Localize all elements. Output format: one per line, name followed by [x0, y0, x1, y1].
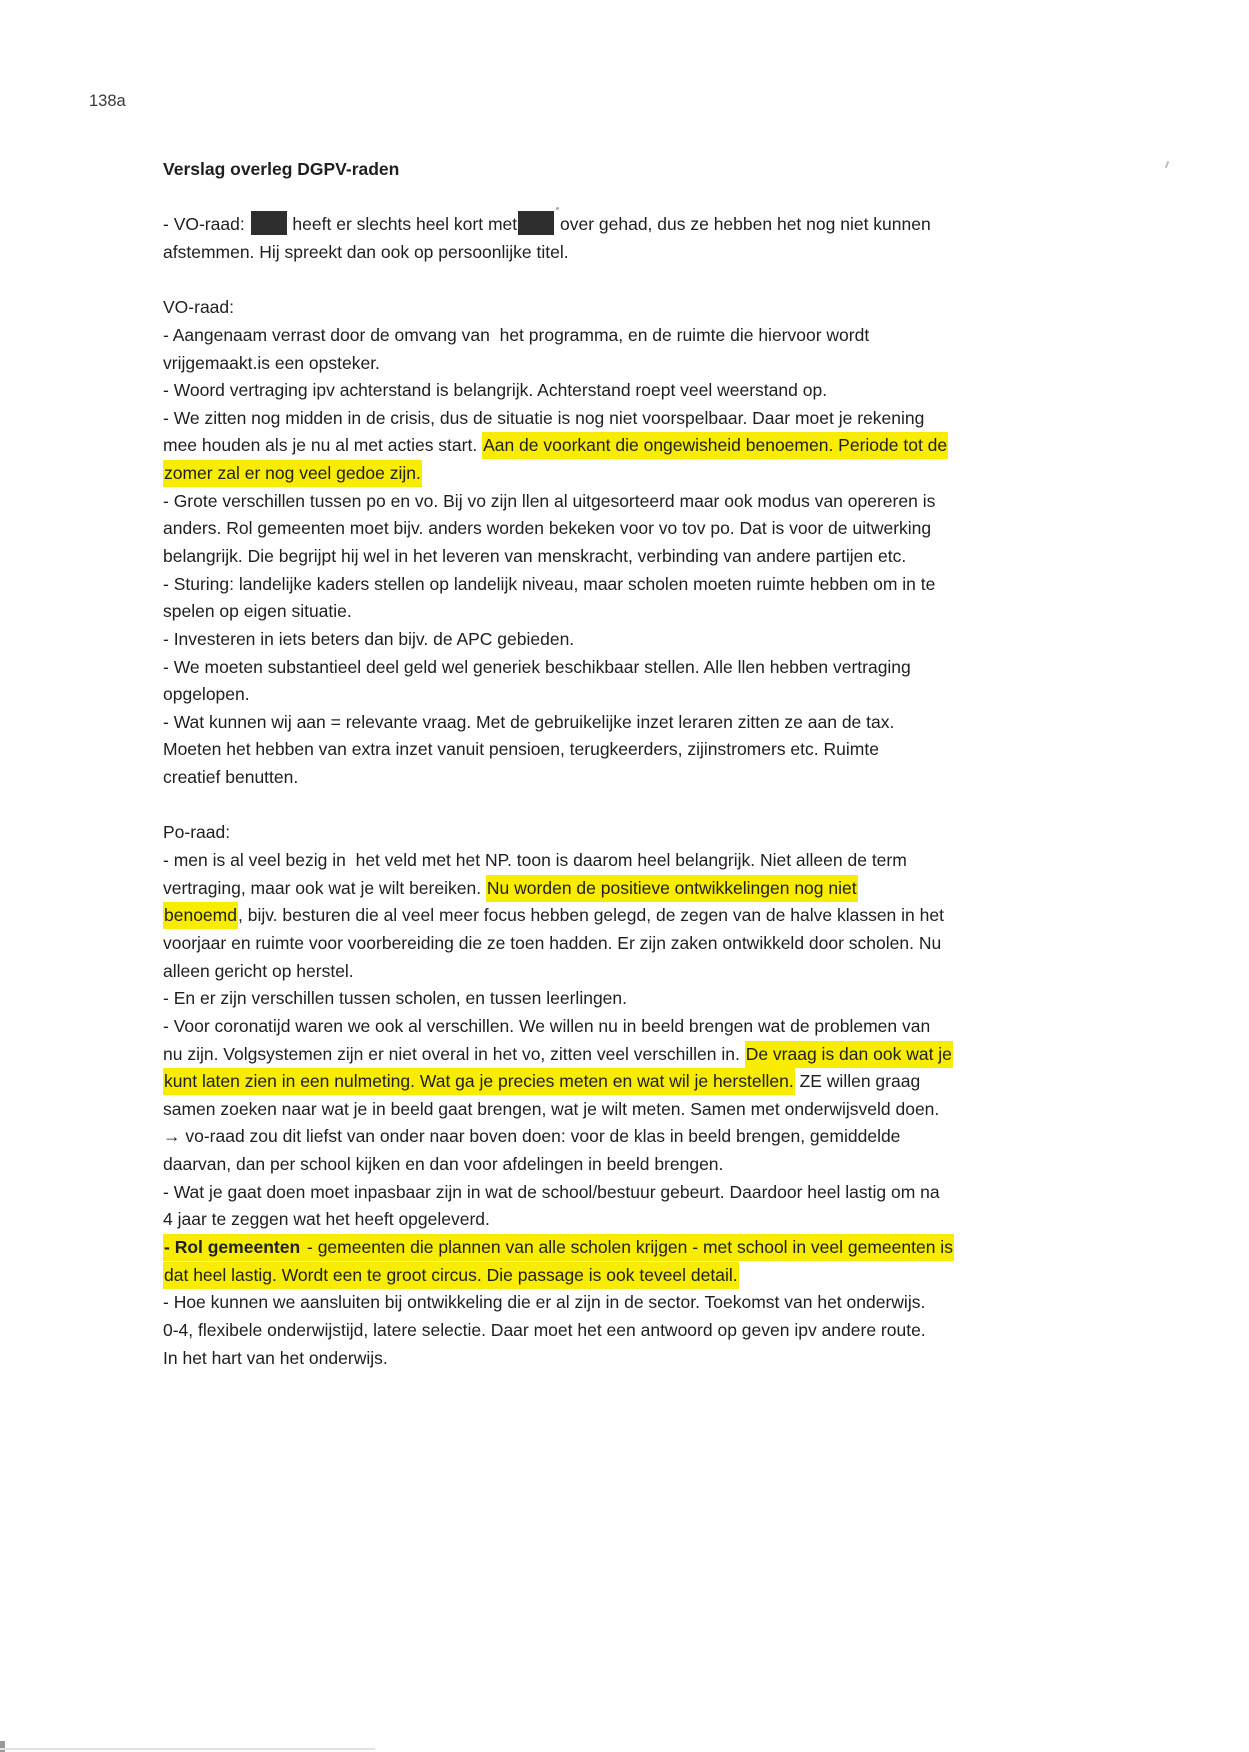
- redaction-box: [251, 211, 287, 235]
- text-segment: - men is al veel bezig in het veld met het NP. toon is daarom heel belangrijk. Niet alleen de term: [163, 850, 907, 871]
- text-segment: - Hoe kunnen we aansluiten bij ontwikkeling die er al zijn in de sector. Toekomst van het onderwijs.: [163, 1292, 926, 1313]
- text-line: [163, 571, 1008, 599]
- text-line: [163, 1123, 1008, 1151]
- text-segment: creatief benutten.: [163, 767, 299, 788]
- text-line: [163, 239, 1008, 267]
- highlighted-text: zomer zal er nog veel gedoe zijn.: [163, 460, 422, 487]
- text-line: [163, 322, 1008, 350]
- text-segment: - Voor coronatijd waren we ook al verschillen. We willen nu in beeld brengen wat de problemen van: [163, 1015, 931, 1036]
- text-segment: - Investeren in iets beters dan bijv. de APC gebieden.: [163, 628, 575, 649]
- blank-line: [163, 184, 1008, 212]
- text-line: [163, 1289, 1008, 1317]
- text-segment: nu zijn. Volgsystemen zijn er niet overal in het vo, zitten veel verschillen in.: [163, 1043, 745, 1064]
- text-segment: anders. Rol gemeenten moet bijv. anders worden bekeken voor vo tov po. Dat is voor de uitwerking: [163, 518, 932, 539]
- text-line: [163, 681, 1008, 709]
- highlighted-text: kunt laten zien in een nulmeting. Wat ga je precies meten en wat wil je herstellen.: [163, 1068, 795, 1095]
- text-line: [163, 211, 1008, 239]
- text-segment: - Grote verschillen tussen po en vo. Bij vo zijn llen al uitgesorteerd maar ook modus van opereren is: [163, 490, 936, 511]
- text-segment: Moeten het hebben van extra inzet vanuit pensioen, terugkeerders, zijinstromers etc. Ruimte: [163, 739, 879, 760]
- blank-line: [163, 267, 1008, 295]
- highlighted-bold-text: - Rol gemeenten: [163, 1234, 301, 1261]
- text-segment: voorjaar en ruimte voor voorbereiding die ze toen hadden. Er zijn zaken ontwikkeld door scholen. Nu: [163, 932, 942, 953]
- document-body: [163, 184, 1008, 1373]
- text-segment: - Wat kunnen wij aan = relevante vraag. Met de gebruikelijke inzet leraren zitten ze aan de tax.: [163, 711, 895, 732]
- text-line: [163, 1068, 1008, 1096]
- highlighted-text: benoemd: [163, 902, 238, 929]
- scan-artifact-corner: [0, 1741, 5, 1752]
- text-segment: mee houden als je nu al met acties start.: [163, 435, 483, 456]
- redaction-box: [518, 211, 554, 235]
- text-line: [163, 1013, 1008, 1041]
- text-segment: vertraging, maar ook wat je wilt bereiken.: [163, 877, 486, 898]
- text-segment: Po-raad:: [163, 822, 231, 843]
- text-segment: - En er zijn verschillen tussen scholen, en tussen leerlingen.: [163, 988, 627, 1009]
- text-line: [163, 1151, 1008, 1179]
- text-line: [163, 1234, 1008, 1262]
- document-content: [163, 156, 1008, 1372]
- highlighted-text: dat heel lastig. Wordt een te groot circus. Die passage is ook teveel detail.: [163, 1262, 739, 1289]
- text-line: [163, 1041, 1008, 1069]
- text-line: [163, 764, 1008, 792]
- text-line: [163, 654, 1008, 682]
- text-segment: - Woord vertraging ipv achterstand is belangrijk. Achterstand roept veel weerstand op.: [163, 380, 828, 401]
- text-line: [163, 432, 1008, 460]
- text-line: [163, 488, 1008, 516]
- highlighted-text: Nu worden de positieve ontwikkelingen nog niet: [486, 875, 858, 902]
- highlighted-text: De vraag is dan ook wat je: [745, 1041, 953, 1068]
- text-segment: - Aangenaam verrast door de omvang van het programma, en de ruimte die hiervoor wordt: [163, 324, 870, 345]
- text-segment: daarvan, dan per school kijken en dan voor afdelingen in beeld brengen.: [163, 1154, 724, 1175]
- text-line: [163, 1096, 1008, 1124]
- text-segment: alleen gericht op herstel.: [163, 960, 354, 981]
- text-segment: - We zitten nog midden in de crisis, dus de situatie is nog niet voorspelbaar. Daar moet je rekening: [163, 407, 925, 428]
- text-segment: vrijgemaakt.is een opsteker.: [163, 352, 380, 373]
- page-number: 138a: [89, 92, 126, 110]
- scan-artifact-dot: [556, 207, 559, 210]
- text-line: [163, 377, 1008, 405]
- text-line: [163, 985, 1008, 1013]
- text-segment: opgelopen.: [163, 684, 250, 705]
- text-segment: , bijv. besturen die al veel meer focus hebben gelegd, de zegen van de halve klassen in het: [237, 905, 944, 926]
- text-line: [163, 819, 1008, 847]
- text-line: [163, 902, 1008, 930]
- text-line: [163, 543, 1008, 571]
- text-line: [163, 847, 1008, 875]
- text-segment: VO-raad:: [163, 297, 234, 318]
- blank-line: [163, 792, 1008, 820]
- text-line: [163, 875, 1008, 903]
- text-segment: - Sturing: landelijke kaders stellen op landelijk niveau, maar scholen moeten ruimte hebben om in te: [163, 573, 936, 594]
- text-line: [163, 958, 1008, 986]
- text-segment: In het hart van het onderwijs.: [163, 1347, 388, 1368]
- text-line: [163, 1179, 1008, 1207]
- text-segment: 0-4, flexibele onderwijstijd, latere selectie. Daar moet het een antwoord op geven ipv andere route.: [163, 1319, 926, 1340]
- text-line: [163, 294, 1008, 322]
- text-segment: 4 jaar te zeggen wat het heeft opgeleverd.: [163, 1209, 490, 1230]
- text-segment: - We moeten substantieel deel geld wel generiek beschikbaar stellen. Alle llen hebben vertraging: [163, 656, 911, 677]
- text-segment: over gehad, dus ze hebben het nog niet kunnen: [555, 214, 931, 235]
- text-line: [163, 626, 1008, 654]
- highlighted-text: - gemeenten die plannen van alle scholen krijgen - met school in veel gemeenten is: [301, 1234, 954, 1261]
- text-line: [163, 598, 1008, 626]
- text-segment: - VO-raad:: [163, 214, 250, 235]
- text-line: [163, 709, 1008, 737]
- document-title: Verslag overleg DGPV-raden: [163, 159, 400, 179]
- text-line: [163, 1262, 1008, 1290]
- text-line: [163, 1345, 1008, 1373]
- text-segment: → vo-raad zou dit liefst van onder naar boven doen: voor de klas in beeld brengen, gemiddelde: [163, 1126, 901, 1147]
- text-segment: heeft er slechts heel kort met: [287, 214, 518, 235]
- highlighted-text: Aan de voorkant die ongewisheid benoemen. Periode tot de: [482, 432, 948, 459]
- text-line: [163, 515, 1008, 543]
- text-segment: afstemmen. Hij spreekt dan ook op persoonlijke titel.: [163, 241, 569, 262]
- text-line: [163, 736, 1008, 764]
- text-line: [163, 350, 1008, 378]
- text-segment: samen zoeken naar wat je in beeld gaat brengen, wat je wilt meten. Samen met onderwijsveld doen.: [163, 1098, 940, 1119]
- text-segment: - Wat je gaat doen moet inpasbaar zijn in wat de school/bestuur gebeurt. Daardoor heel lastig om na: [163, 1181, 940, 1202]
- scan-artifact-mark: [1165, 161, 1169, 168]
- text-line: [163, 405, 1008, 433]
- text-segment: belangrijk. Die begrijpt hij wel in het leveren van menskracht, verbinding van andere partijen etc.: [163, 545, 907, 566]
- text-segment: ZE willen graag: [794, 1071, 921, 1092]
- text-line: [163, 1317, 1008, 1345]
- text-line: [163, 930, 1008, 958]
- text-line: [163, 460, 1008, 488]
- text-line: [163, 1206, 1008, 1234]
- scan-artifact-line: [0, 1748, 375, 1750]
- text-segment: spelen op eigen situatie.: [163, 601, 352, 622]
